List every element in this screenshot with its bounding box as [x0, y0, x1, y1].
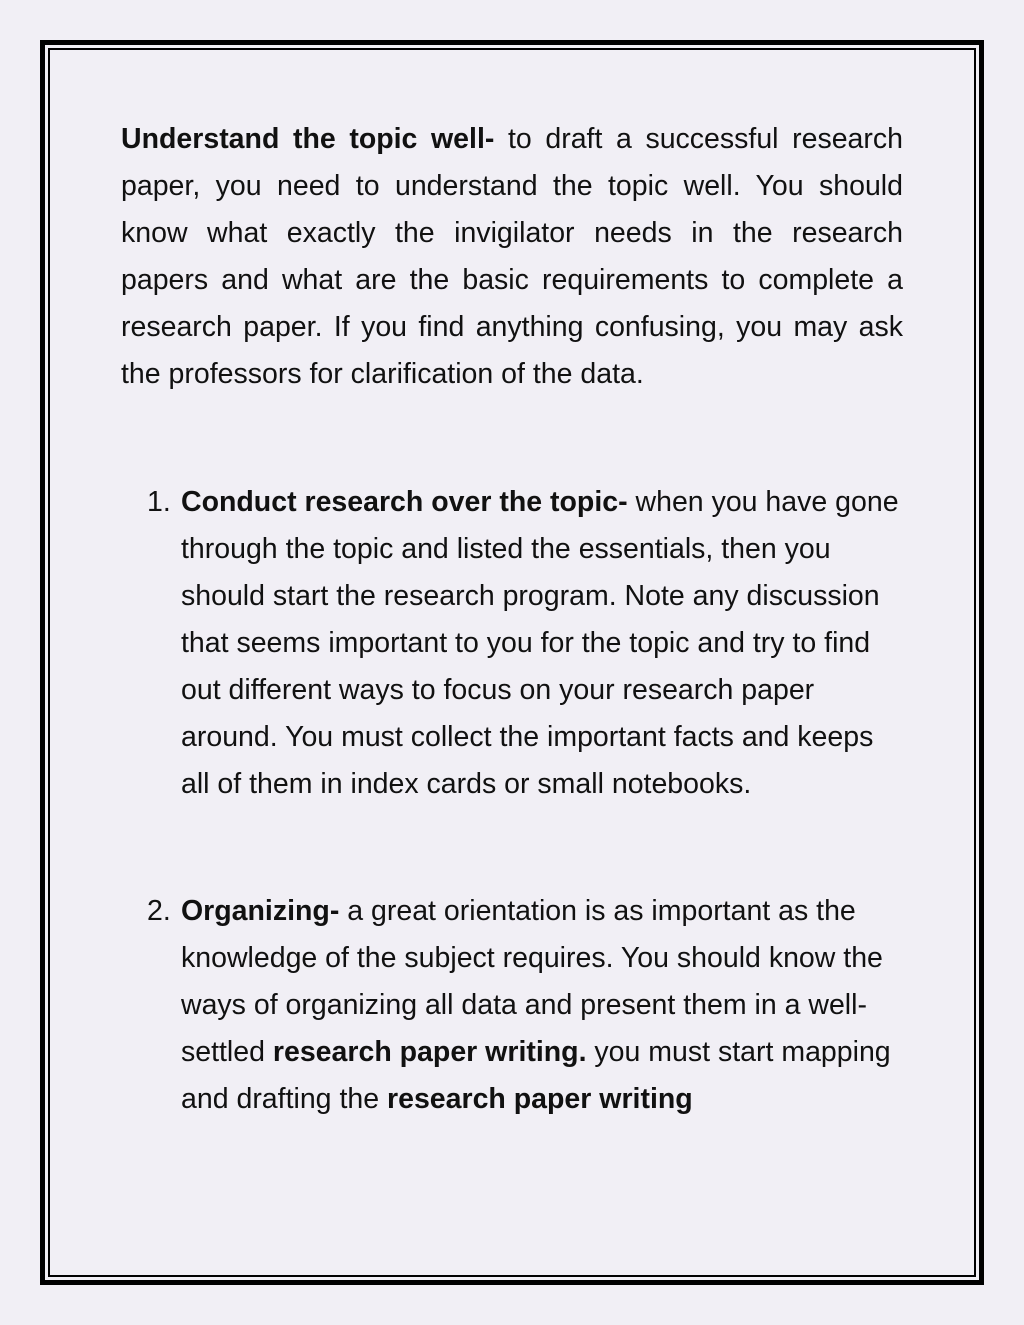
- list-item-bold-phrase: research paper writing.: [272, 1036, 587, 1068]
- intro-text: to draft a successful research paper, you need to understand the topic well. You should know what exactly the invigilator needs in the research papers and what are the basic requirements to complete a research paper. If you find anything confusing, you may ask the professors for clarification of the data.: [121, 123, 903, 390]
- list-item-number: 1.: [147, 486, 171, 518]
- list-item: [147, 479, 903, 808]
- numbered-list: [121, 479, 903, 1123]
- intro-paragraph: [121, 116, 903, 398]
- list-item-text: you must start mapping and drafting the: [181, 1036, 891, 1115]
- intro-heading: Understand the topic well-: [121, 123, 495, 155]
- document-body: [121, 116, 903, 1123]
- list-item-text: a great orientation is as important as the knowledge of the subject requires. You should know the ways of organizing all data and present them in a well-settled: [181, 895, 883, 1068]
- list-item-bold-phrase: research paper writing: [387, 1083, 693, 1115]
- list-item-number: 2.: [147, 895, 171, 927]
- list-item: [147, 888, 903, 1123]
- list-item-text: when you have gone through the topic and listed the essentials, then you should start the research program. Note any discussion that seems important to you for the topic and try to find out different ways to focus on your research paper around. You must collect the important facts and keeps all of them in index cards or small notebooks.: [181, 486, 899, 800]
- list-item-heading: Organizing-: [181, 895, 340, 927]
- list-item-heading: Conduct research over the topic-: [181, 486, 628, 518]
